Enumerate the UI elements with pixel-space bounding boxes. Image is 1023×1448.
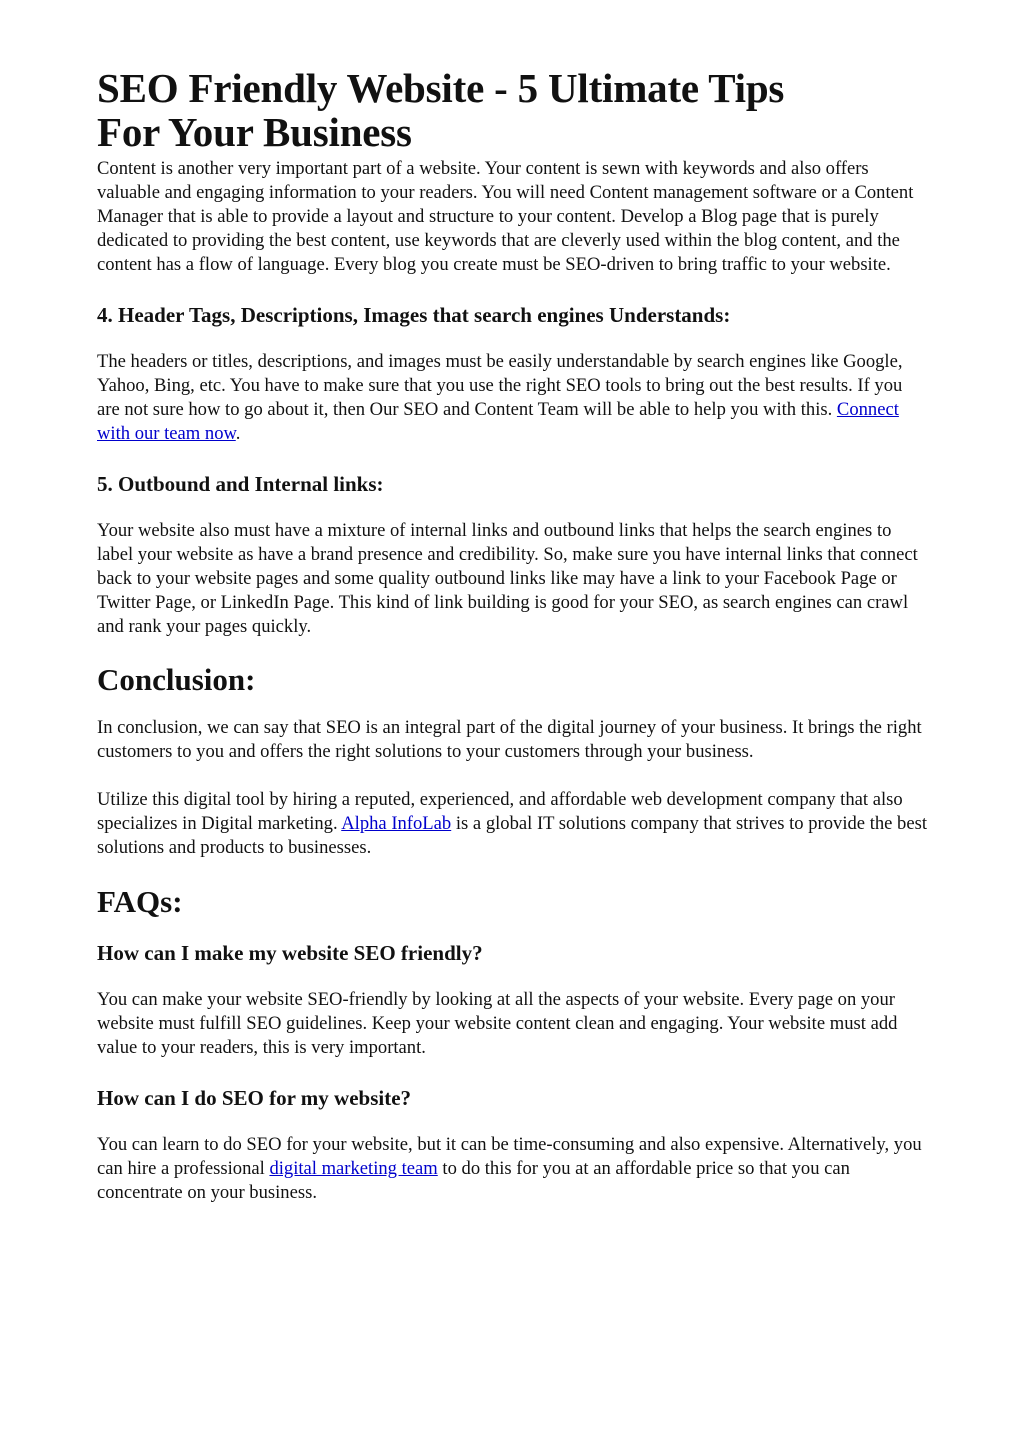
faq-answer-2 — [97, 1133, 927, 1205]
section-5-paragraph: Your website also must have a mixture of internal links and outbound links that helps the search engines to label your website as have a brand presence and credibility. So, make sure you have internal links that connect back to your website pages and some quality outbound links like may have a link to your Facebook Page or Twitter Page, or LinkedIn Page. This kind of link building is good for your SEO, as search engines can crawl and rank your pages quickly. — [97, 520, 918, 637]
conclusion-p2-before: Utilize this digital tool by hiring a reputed, experienced, and affordable web development company that also specializes in Digital marketing. — [97, 789, 903, 834]
section-5-heading: 5. Outbound and Internal links: — [97, 472, 384, 496]
faq-question-1: How can I make my website SEO friendly? — [97, 941, 483, 965]
faq-a2-before: You can learn to do SEO for your website, but it can be time-consuming and also expensive. Alternatively, you can hire a professional — [97, 1134, 922, 1179]
title-line-1: SEO Friendly Website - 5 Ultimate Tips — [97, 65, 785, 111]
faq-question-2: How can I do SEO for my website? — [97, 1086, 412, 1110]
faqs-heading: FAQs: — [97, 884, 183, 919]
section-4-text: The headers or titles, descriptions, and images must be easily understandable by search engines like Google, Yahoo, Bing, etc. You have to make sure that you use the right SEO tools to bring out the best results. If you are not sure how to go about it, then Our SEO and Content Team will be able to help you with this. — [97, 351, 903, 420]
section-4-paragraph — [97, 350, 927, 446]
title-line-2: For Your Business — [97, 109, 412, 155]
conclusion-paragraph-1: In conclusion, we can say that SEO is an integral part of the digital journey of your business. It brings the right customers to you and offers the right solutions to your customers through your business. — [97, 717, 922, 762]
section-4-period: . — [235, 423, 241, 444]
connect-team-link[interactable]: Connect with our team now — [97, 399, 899, 444]
faq-answer-1: You can make your website SEO-friendly by looking at all the aspects of your website. Every page on your website must fulfill SEO guidelines. Keep your website content clean and engaging. Your website must add value to your readers, this is very important. — [97, 989, 898, 1058]
faq-a2-after: to do this for you at an affordable price so that you can concentrate on your business. — [97, 1158, 850, 1203]
intro-paragraph: Content is another very important part of a website. Your content is sewn with keywords and also offers valuable and engaging information to your readers. You will need Content management software or a Content Manager that is able to provide a layout and structure to your content. Develop a Blog page that is purely dedicated to providing the best content, use keywords that are cleverly used within the blog content, and the content has a flow of language. Every blog you create must be SEO-driven to bring traffic to your website. — [97, 158, 914, 275]
conclusion-paragraph-2 — [97, 788, 927, 860]
conclusion-heading: Conclusion: — [97, 662, 256, 697]
digital-marketing-team-link[interactable]: digital marketing team — [269, 1158, 438, 1179]
alpha-infolab-link[interactable]: Alpha InfoLab — [341, 813, 452, 834]
document-page — [97, 66, 927, 1205]
conclusion-p2-after: is a global IT solutions company that strives to provide the best solutions and products to businesses. — [97, 813, 928, 858]
page-title — [97, 66, 927, 154]
section-4-heading: 4. Header Tags, Descriptions, Images that search engines Understands: — [97, 303, 731, 327]
